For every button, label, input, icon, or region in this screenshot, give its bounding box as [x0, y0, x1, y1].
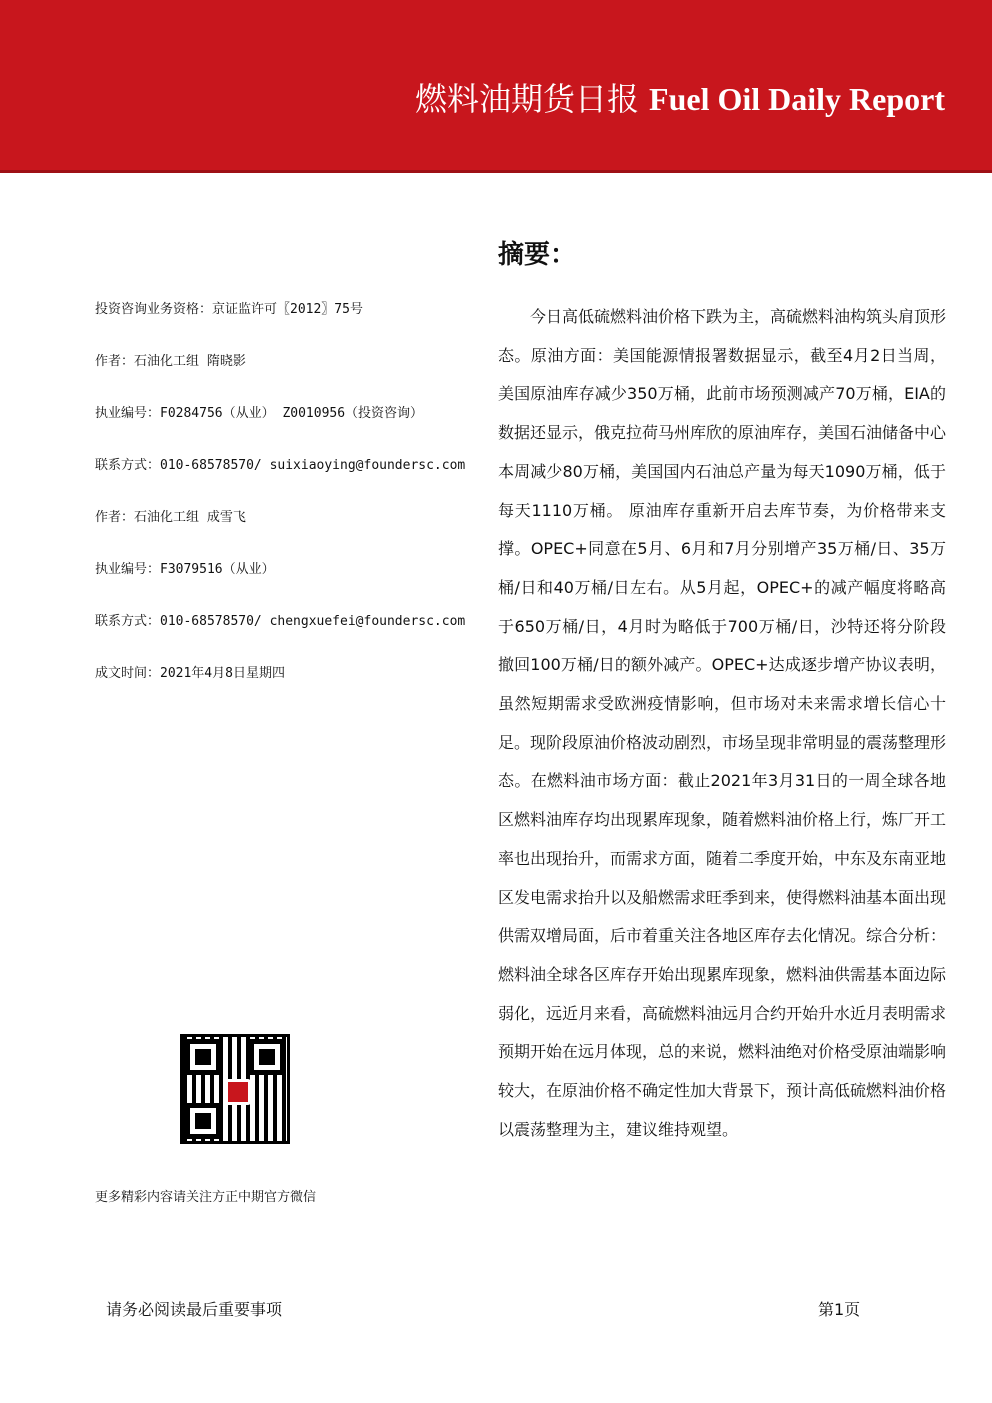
meta-cert-1: 执业编号：F0284756（从业） Z0010956（投资咨询） [95, 406, 424, 421]
qr-caption: 更多精彩内容请关注方正中期官方微信 [95, 1190, 317, 1205]
abstract-heading: 摘要： [498, 240, 577, 270]
meta-cert-2: 执业编号：F3079516（从业） [95, 562, 275, 577]
header-banner [0, 0, 992, 170]
meta-author-2: 作者：石油化工组 成雪飞 [95, 510, 246, 525]
meta-contact-1: 联系方式：010-68578570/ suixiaoying@foundersc.com [95, 458, 466, 473]
company-logo-icon [225, 1079, 251, 1105]
meta-author-1: 作者：石油化工组 隋晓影 [95, 354, 246, 369]
header-divider [0, 170, 992, 173]
wechat-qr-code [180, 1034, 290, 1144]
qr-finder-pattern [185, 1103, 221, 1139]
report-meta [95, 300, 485, 716]
report-title [415, 74, 945, 120]
report-title-cn: 燃料油期货日报 [415, 80, 640, 118]
abstract-body: 今日高低硫燃料油价格下跌为主，高硫燃料油构筑头肩顶形态。原油方面：美国能源情报署数据显示，截至4月2日当周，美国原油库存减少350万桶，此前市场预测减产70万桶，EIA的数据还显示，俄克拉荷马州库欣的原油库存，美国石油储备中心本周减少80万桶，美国国内石油总产量为每天1090万桶，低于每天1110万桶。 原油库存重新开启去库节奏，为价格带来支撑。OPEC+同意在5月、6月和7月分别增产35万桶/日、35万桶/日和40万桶/日左右。从5月起，OPEC+的减产幅度将略高于650万桶/日，4月时为略低于700万桶/日，沙特还将分阶段撤回100万桶/日的额外减产。OPEC+达成逐步增产协议表明，虽然短期需求受欧洲疫情影响，但市场对未来需求增长信心十足。现阶段原油价格波动剧烈，市场呈现非常明显的震荡整理形态。在燃料油市场方面：截止2021年3月31日的一周全球各地区燃料油库存均出现累库现象，随着燃料油价格上行，炼厂开工率也出现抬升，而需求方面，随着二季度开始，中东及东南亚地区发电需求抬升以及船燃需求旺季到来，使得燃料油基本面出现供需双增局面，后市着重关注各地区库存去化情况。综合分析：燃料油全球各区库存开始出现累库现象，燃料油供需基本面边际弱化，远近月来看，高硫燃料油远月合约开始升水近月表明需求预期开始在远月体现，总的来说，燃料油绝对价格受原油端影响较大，在原油价格不确定性加大背景下，预计高低硫燃料油价格以震荡整理为主，建议维持观望。 [498, 307, 947, 1139]
meta-license: 投资咨询业务资格：京证监许可〖2012〗75号 [95, 302, 363, 317]
meta-contact-2: 联系方式：010-68578570/ chengxuefei@foundersc.com [95, 614, 466, 629]
report-title-en: Fuel Oil Daily Report [649, 81, 945, 117]
footer-notice: 请务必阅读最后重要事项 [106, 1300, 283, 1319]
meta-date: 成文时间：2021年4月8日星期四 [95, 666, 285, 681]
page-number: 第1页 [818, 1300, 861, 1319]
